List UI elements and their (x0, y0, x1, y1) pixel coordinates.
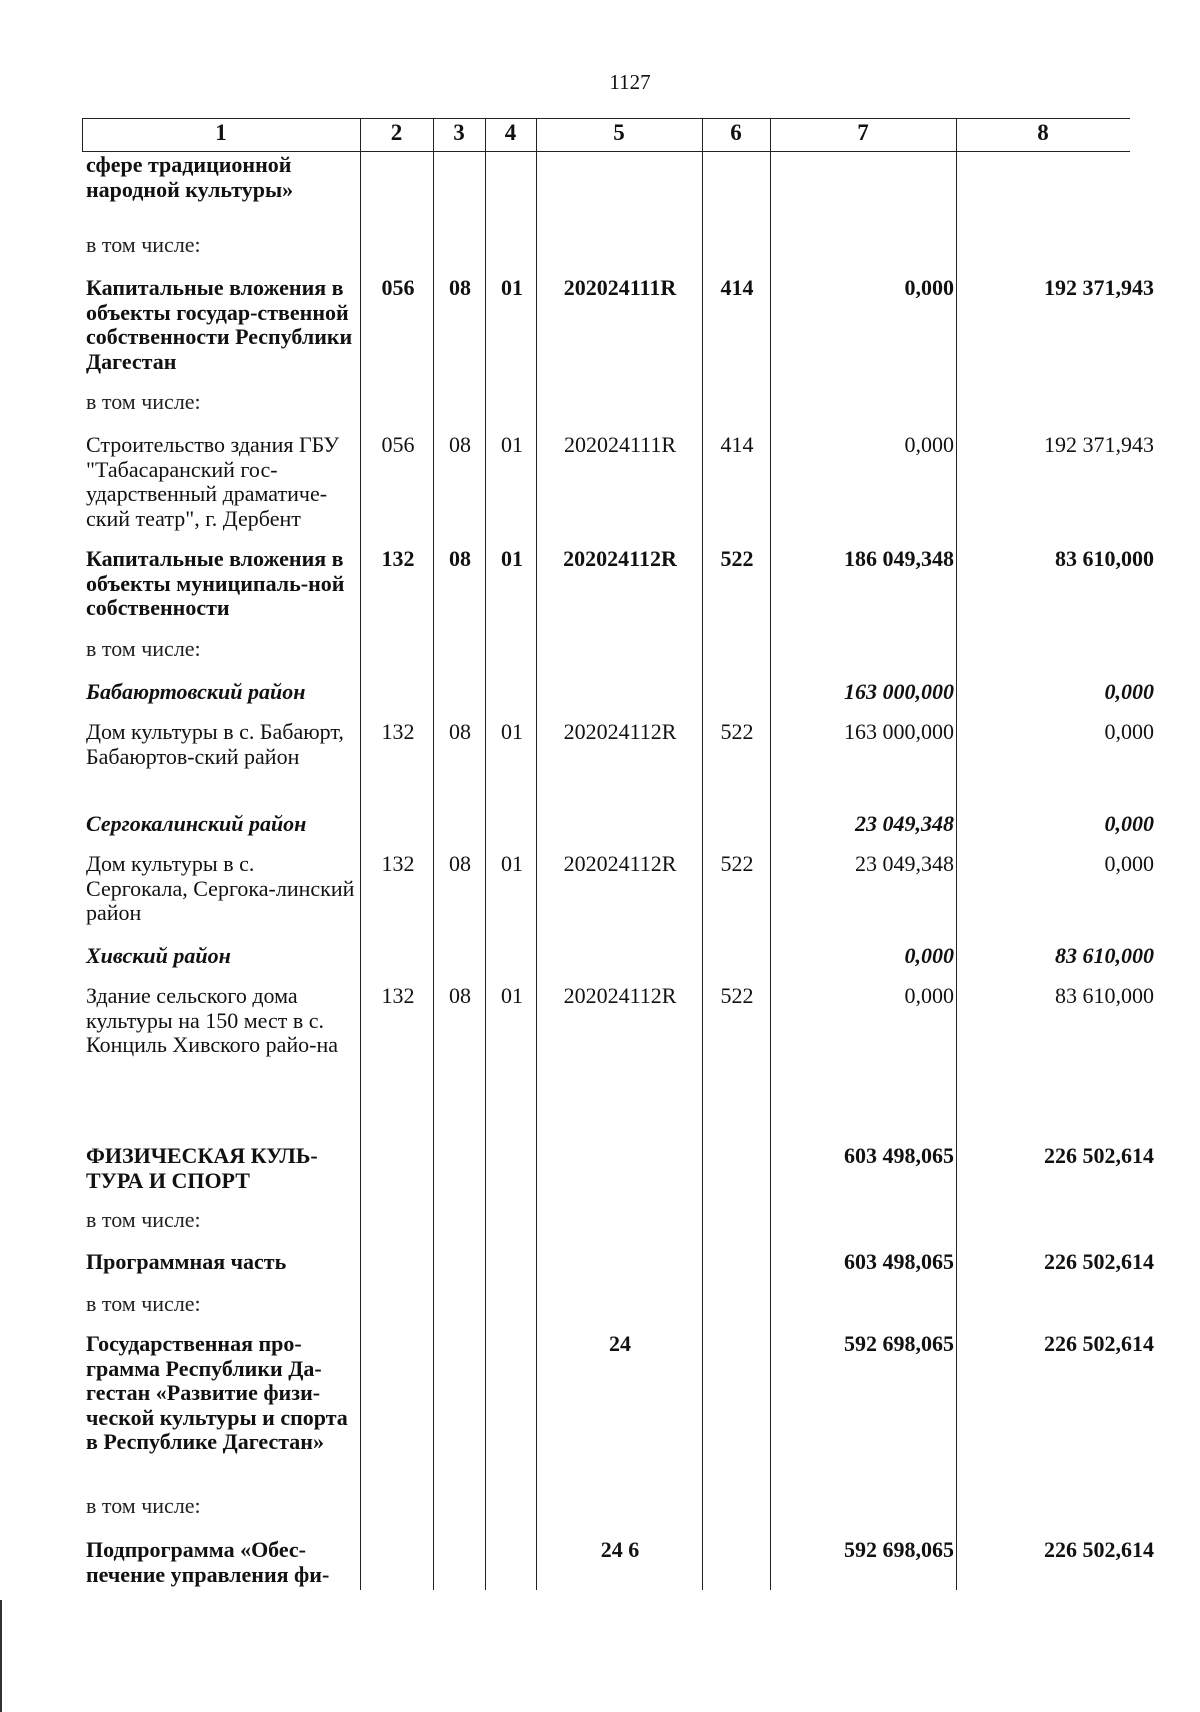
col-5-cell: 202024112R (563, 983, 677, 1008)
col-8-cell: 226 502,614 (1044, 1143, 1154, 1168)
col-6-cell: 414 (720, 275, 754, 300)
row-label: в том числе: (86, 1493, 201, 1518)
col-8-cell: 226 502,614 (1044, 1331, 1154, 1356)
col-6-cell: 522 (720, 546, 754, 571)
col-7-cell: 0,000 (904, 275, 954, 300)
col-4-cell: 01 (501, 275, 523, 300)
column-header-7: 7 (857, 120, 869, 145)
table-row (0, 680, 1200, 720)
row-label: Сергокалинский район (86, 811, 307, 836)
col-7-cell: 603 498,065 (844, 1143, 954, 1168)
col-7-cell: 0,000 (904, 432, 954, 457)
col-8-cell: 83 610,000 (1055, 546, 1154, 571)
table-row (0, 276, 1200, 390)
col-3-cell: 08 (449, 432, 471, 457)
table-row (0, 233, 1200, 276)
col-8-cell: 192 371,943 (1044, 275, 1154, 300)
col-7-cell: 23 049,348 (855, 811, 954, 836)
col-7-cell: 592 698,065 (844, 1537, 954, 1562)
table-row (0, 852, 1200, 944)
col-5-cell: 24 (609, 1331, 631, 1356)
column-header-3: 3 (453, 120, 465, 145)
row-label: Государственная про-грамма Республики Да-гестан «Развитие физи-ческой культуры и спорта в Республике Дагестан» (86, 1331, 348, 1454)
row-label: Бабаюртовский район (86, 679, 306, 704)
col-4-cell: 01 (501, 432, 523, 457)
table-row (0, 1292, 1200, 1332)
table-row (0, 547, 1200, 637)
col-4-cell: 01 (501, 719, 523, 744)
table-row (0, 153, 1200, 233)
col-7-cell: 0,000 (904, 943, 954, 968)
row-label: сфере традиционной народной культуры» (86, 152, 294, 202)
col-2-cell: 132 (381, 719, 415, 744)
col-5-cell: 24 6 (600, 1537, 640, 1562)
col-8-cell: 0,000 (1104, 851, 1154, 876)
col-8-cell: 226 502,614 (1044, 1537, 1154, 1562)
col-2-cell: 132 (381, 546, 415, 571)
column-header-6: 6 (730, 120, 742, 145)
col-5-cell: 202024111R (563, 275, 677, 300)
col-4-cell: 01 (501, 983, 523, 1008)
col-2-cell: 056 (381, 275, 415, 300)
row-label: в том числе: (86, 232, 201, 257)
col-4-cell: 01 (501, 851, 523, 876)
table-row (0, 433, 1200, 547)
col-7-cell: 163 000,000 (844, 679, 954, 704)
row-label: Капитальные вложения в объекты муниципаль-ной собственности (86, 546, 345, 620)
row-label: Капитальные вложения в объекты государ-ственной собственности Республики Дагестан (86, 275, 353, 374)
table-row (0, 637, 1200, 680)
col-2-cell: 132 (381, 851, 415, 876)
col-8-cell: 0,000 (1104, 811, 1154, 836)
row-label: ФИЗИЧЕСКАЯ КУЛЬ-ТУРА И СПОРТ (86, 1143, 318, 1193)
table-body (0, 153, 1200, 1598)
col-5-cell: 202024111R (563, 432, 677, 457)
col-7-cell: 186 049,348 (844, 546, 954, 571)
column-header-1: 1 (215, 120, 227, 145)
col-8-cell: 83 610,000 (1055, 943, 1154, 968)
col-3-cell: 08 (449, 275, 471, 300)
column-header-5: 5 (613, 120, 625, 145)
table-row (0, 812, 1200, 852)
col-8-cell: 192 371,943 (1044, 432, 1154, 457)
col-8-cell: 0,000 (1104, 679, 1154, 704)
table-row (0, 1250, 1200, 1292)
col-7-cell: 592 698,065 (844, 1331, 954, 1356)
table-row (0, 1208, 1200, 1250)
row-label: Хивский район (86, 943, 231, 968)
row-label: Дом культуры в с. Бабаюрт, Бабаюртов-ский район (86, 719, 344, 769)
table-top-rule (82, 118, 1130, 119)
row-label: Программная часть (86, 1249, 287, 1274)
col-7-cell: 0,000 (904, 983, 954, 1008)
col-5-cell: 202024112R (563, 546, 677, 571)
col-3-cell: 08 (449, 546, 471, 571)
row-label: в том числе: (86, 1207, 201, 1232)
row-label: Дом культуры в с. Сергокала, Сергока-линский район (86, 851, 355, 925)
table-row (0, 720, 1200, 812)
table-row (0, 984, 1200, 1144)
col-7-cell: 603 498,065 (844, 1249, 954, 1274)
col-6-cell: 522 (720, 851, 754, 876)
col-6-cell: 414 (720, 432, 754, 457)
column-header-4: 4 (504, 120, 517, 145)
table-row (0, 1144, 1200, 1208)
scan-edge-mark (0, 1600, 2, 1712)
row-label: в том числе: (86, 636, 201, 661)
col-8-cell: 83 610,000 (1055, 983, 1154, 1008)
table-header-row (0, 120, 1200, 150)
col-5-cell: 202024112R (563, 851, 677, 876)
table-row (0, 1538, 1200, 1598)
col-8-cell: 0,000 (1104, 719, 1154, 744)
col-8-cell: 226 502,614 (1044, 1249, 1154, 1274)
col-5-cell: 202024112R (563, 719, 677, 744)
row-label: Строительство здания ГБУ "Табасаранский гос-ударственный драматиче-ский театр", г. Дербент (86, 432, 340, 531)
col-3-cell: 08 (449, 719, 471, 744)
col-3-cell: 08 (449, 851, 471, 876)
col-4-cell: 01 (501, 546, 523, 571)
col-7-cell: 23 049,348 (855, 851, 954, 876)
col-3-cell: 08 (449, 983, 471, 1008)
page-number: 1127 (609, 70, 651, 94)
row-label: в том числе: (86, 389, 201, 414)
col-2-cell: 056 (381, 432, 415, 457)
table-row (0, 1494, 1200, 1538)
column-header-2: 2 (390, 120, 403, 145)
table-row (0, 390, 1200, 433)
table-row (0, 944, 1200, 984)
table-row (0, 1332, 1200, 1494)
col-2-cell: 132 (381, 983, 415, 1008)
row-label: в том числе: (86, 1291, 201, 1316)
col-6-cell: 522 (720, 983, 754, 1008)
col-7-cell: 163 000,000 (844, 719, 954, 744)
row-label: Здание сельского дома культуры на 150 мест в с. Конциль Хивского райо-на (86, 983, 339, 1057)
column-header-8: 8 (1037, 120, 1049, 145)
row-label: Подпрограмма «Обес-печение управления фи- (86, 1537, 330, 1587)
col-6-cell: 522 (720, 719, 754, 744)
